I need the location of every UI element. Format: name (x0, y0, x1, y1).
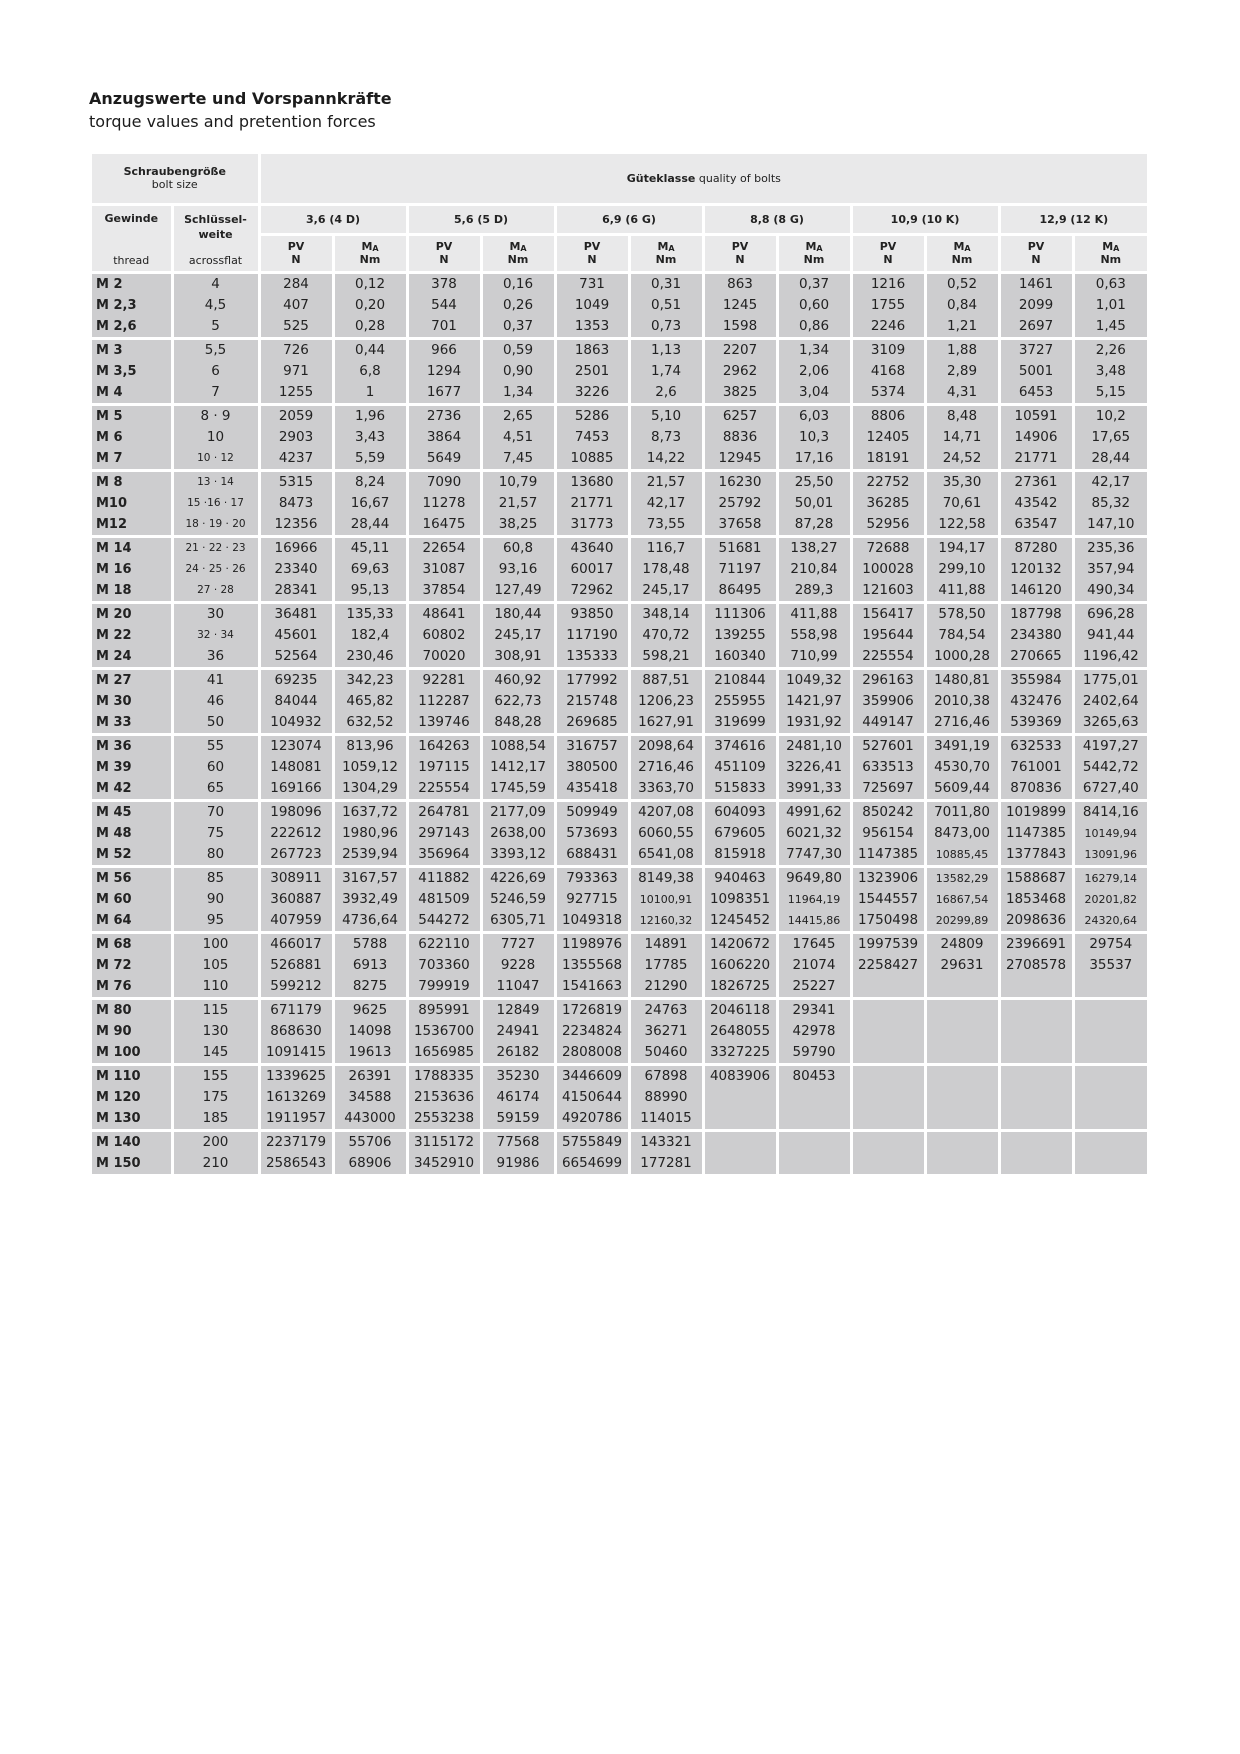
ma-cell: 135,33 182,4 230,46 (333, 602, 407, 668)
pv-cell: 632533 761001 870836 (999, 734, 1073, 800)
bolt-size-label-de: Schraubengröße (123, 165, 226, 179)
ma-cell: 8149,38 10100,91 12160,32 (629, 866, 703, 932)
ma-cell: 24763 36271 50460 (629, 998, 703, 1064)
ma-cell: 813,96 1059,12 1304,29 (333, 734, 407, 800)
pv-cell: 27361 43542 63547 (999, 470, 1073, 536)
class-header: 3,6 (4 D) (259, 204, 407, 234)
ma-cell: 42,17 85,32 147,10 (1073, 470, 1147, 536)
ma-cell: 80453 (777, 1064, 851, 1130)
table-row-group (92, 272, 1147, 338)
ma-cell: 180,44 245,17 308,91 (481, 602, 555, 668)
pv-cell: 16230 25792 37658 (703, 470, 777, 536)
table-row-group (92, 338, 1147, 404)
thread-cell: M 3 M 3,5 M 4 (92, 338, 172, 404)
ma-cell: 1,13 1,74 2,6 (629, 338, 703, 404)
ma-cell: 1480,81 2010,38 2716,46 (925, 668, 999, 734)
pv-cell: 940463 1098351 1245452 (703, 866, 777, 932)
bolt-size-label-en: bolt size (151, 178, 198, 192)
class-header: 8,8 (8 G) (703, 204, 851, 234)
pv-cell: 6257 8836 12945 (703, 404, 777, 470)
pv-cell: 210844 255955 319699 (703, 668, 777, 734)
ma-cell: 9649,80 11964,19 14415,86 (777, 866, 851, 932)
table-row-group (92, 668, 1147, 734)
ma-cell: 60,8 93,16 127,49 (481, 536, 555, 602)
ma-cell: 4226,69 5246,59 6305,71 (481, 866, 555, 932)
class-header: 6,9 (6 G) (555, 204, 703, 234)
table-row-group (92, 800, 1147, 866)
thread-cell: M 36 M 39 M 42 (92, 734, 172, 800)
pv-cell (999, 1064, 1073, 1130)
ma-cell: 1049,32 1421,97 1931,92 (777, 668, 851, 734)
ma-cell: 7011,80 8473,00 10885,45 (925, 800, 999, 866)
pv-cell: 7090 11278 16475 (407, 470, 481, 536)
pv-cell: 2237179 2586543 (259, 1130, 333, 1175)
pv-cell: 5755849 6654699 (555, 1130, 629, 1175)
across-flat-cell: 100 105 110 (172, 932, 259, 998)
ma-cell: 6,03 10,3 17,16 (777, 404, 851, 470)
ma-cell: 9625 14098 19613 (333, 998, 407, 1064)
across-flat-cell: 85 90 95 (172, 866, 259, 932)
table-row-group (92, 1130, 1147, 1175)
across-flat-cell: 115 130 145 (172, 998, 259, 1064)
across-flat-cell: 5,5 6 7 (172, 338, 259, 404)
pv-cell: 111306 139255 160340 (703, 602, 777, 668)
ma-header: MA Nm (629, 234, 703, 272)
table-row-group (92, 470, 1147, 536)
ma-cell: 29341 42978 59790 (777, 998, 851, 1064)
pv-cell: 22752 36285 52956 (851, 470, 925, 536)
across-flat-cell: 8 · 9 10 10 · 12 (172, 404, 259, 470)
ma-cell: 7727 9228 11047 (481, 932, 555, 998)
pv-cell: 731 1049 1353 (555, 272, 629, 338)
thread-label-de: Gewinde (104, 211, 159, 225)
ma-cell (777, 1130, 851, 1175)
pv-cell: 355984 432476 539369 (999, 668, 1073, 734)
pv-cell: 2736 3864 5649 (407, 404, 481, 470)
across-header (172, 204, 259, 272)
pv-cell: 1997539 2258427 (851, 932, 925, 998)
pv-cell: 22654 31087 37854 (407, 536, 481, 602)
pv-cell: 3727 5001 6453 (999, 338, 1073, 404)
pv-cell: 308911 360887 407959 (259, 866, 333, 932)
thread-cell: M 80 M 90 M 100 (92, 998, 172, 1064)
ma-cell: 24809 29631 (925, 932, 999, 998)
pv-cell: 51681 71197 86495 (703, 536, 777, 602)
pv-cell: 604093 679605 815918 (703, 800, 777, 866)
pv-cell: 378 544 701 (407, 272, 481, 338)
pv-cell: 177992 215748 269685 (555, 668, 629, 734)
pv-header: PV N (703, 234, 777, 272)
ma-cell: 8,48 14,71 24,52 (925, 404, 999, 470)
pv-cell: 1461 2099 2697 (999, 272, 1073, 338)
ma-cell: 4207,08 6060,55 6541,08 (629, 800, 703, 866)
ma-cell: 2481,10 3226,41 3991,33 (777, 734, 851, 800)
across-flat-cell: 70 75 80 (172, 800, 259, 866)
class-header: 12,9 (12 K) (999, 204, 1147, 234)
thread-cell: M 8 M10 M12 (92, 470, 172, 536)
pv-cell: 1788335 2153636 2553238 (407, 1064, 481, 1130)
pv-cell: 10591 14906 21771 (999, 404, 1073, 470)
pv-cell: 966 1294 1677 (407, 338, 481, 404)
ma-cell: 26391 34588 443000 (333, 1064, 407, 1130)
ma-cell (1073, 1064, 1147, 1130)
table-row-group (92, 866, 1147, 932)
ma-cell: 4197,27 5442,72 6727,40 (1073, 734, 1147, 800)
pv-cell: 527601 633513 725697 (851, 734, 925, 800)
pv-cell: 374616 451109 515833 (703, 734, 777, 800)
quality-label-de: Güteklasse (626, 171, 696, 185)
pv-cell: 92281 112287 139746 (407, 668, 481, 734)
pv-cell: 93850 117190 135333 (555, 602, 629, 668)
class-header: 10,9 (10 K) (851, 204, 999, 234)
pv-cell: 8806 12405 18191 (851, 404, 925, 470)
ma-cell: 8,24 16,67 28,44 (333, 470, 407, 536)
ma-cell: 1775,01 2402,64 3265,63 (1073, 668, 1147, 734)
across-flat-cell: 4 4,5 5 (172, 272, 259, 338)
table-row-group (92, 536, 1147, 602)
across-label-en: acrossflat (188, 253, 243, 267)
ma-cell: 1088,54 1412,17 1745,59 (481, 734, 555, 800)
class-header: 5,6 (5 D) (407, 204, 555, 234)
ma-cell: 55706 68906 (333, 1130, 407, 1175)
page-heading (89, 88, 392, 134)
ma-cell: 2177,09 2638,00 3393,12 (481, 800, 555, 866)
ma-cell: 3167,57 3932,49 4736,64 (333, 866, 407, 932)
ma-cell: 8414,16 10149,94 13091,96 (1073, 800, 1147, 866)
pv-cell: 198096 222612 267723 (259, 800, 333, 866)
across-flat-cell: 13 · 14 15 ·16 · 17 18 · 19 · 20 (172, 470, 259, 536)
ma-cell: 25,50 50,01 87,28 (777, 470, 851, 536)
ma-cell: 1,34 2,06 3,04 (777, 338, 851, 404)
ma-header: MA Nm (925, 234, 999, 272)
ma-header: MA Nm (481, 234, 555, 272)
pv-cell (851, 1064, 925, 1130)
thread-cell: M 2 M 2,3 M 2,6 (92, 272, 172, 338)
ma-cell: 77568 91986 (481, 1130, 555, 1175)
ma-cell: 1,96 3,43 5,59 (333, 404, 407, 470)
thread-cell: M 5 M 6 M 7 (92, 404, 172, 470)
ma-cell: 1,88 2,89 4,31 (925, 338, 999, 404)
ma-cell: 0,37 0,60 0,86 (777, 272, 851, 338)
pv-header: PV N (999, 234, 1073, 272)
ma-cell (1073, 998, 1147, 1064)
pv-cell: 850242 956154 1147385 (851, 800, 925, 866)
ma-cell (925, 1064, 999, 1130)
pv-cell: 1323906 1544557 1750498 (851, 866, 925, 932)
pv-cell: 48641 60802 70020 (407, 602, 481, 668)
ma-cell: 138,27 210,84 289,3 (777, 536, 851, 602)
pv-cell: 43640 60017 72962 (555, 536, 629, 602)
ma-cell: 0,31 0,51 0,73 (629, 272, 703, 338)
pv-cell: 316757 380500 435418 (555, 734, 629, 800)
ma-cell: 2098,64 2716,46 3363,70 (629, 734, 703, 800)
ma-cell: 35,30 70,61 122,58 (925, 470, 999, 536)
pv-cell: 1198976 1355568 1541663 (555, 932, 629, 998)
thread-cell: M 20 M 22 M 24 (92, 602, 172, 668)
ma-cell: 16279,14 20201,82 24320,64 (1073, 866, 1147, 932)
pv-header: PV N (407, 234, 481, 272)
pv-cell: 1863 2501 3226 (555, 338, 629, 404)
ma-header: MA Nm (777, 234, 851, 272)
pv-header: PV N (555, 234, 629, 272)
pv-cell: 164263 197115 225554 (407, 734, 481, 800)
pv-cell: 1726819 2234824 2808008 (555, 998, 629, 1064)
ma-cell: 2,26 3,48 5,15 (1073, 338, 1147, 404)
pv-cell: 726 971 1255 (259, 338, 333, 404)
page-subtitle: torque values and pretention forces (89, 112, 376, 131)
pv-cell (703, 1130, 777, 1175)
pv-cell: 2059 2903 4237 (259, 404, 333, 470)
ma-cell: 13582,29 16867,54 20299,89 (925, 866, 999, 932)
pv-header: PV N (851, 234, 925, 272)
thread-cell: M 45 M 48 M 52 (92, 800, 172, 866)
ma-cell: 0,63 1,01 1,45 (1073, 272, 1147, 338)
pv-cell (999, 1130, 1073, 1175)
ma-cell: 0,16 0,26 0,37 (481, 272, 555, 338)
ma-cell: 17645 21074 25227 (777, 932, 851, 998)
ma-header: MA Nm (1073, 234, 1147, 272)
pv-cell: 2046118 2648055 3327225 (703, 998, 777, 1064)
pv-cell: 36481 45601 52564 (259, 602, 333, 668)
pv-cell: 69235 84044 104932 (259, 668, 333, 734)
ma-cell: 194,17 299,10 411,88 (925, 536, 999, 602)
pv-cell: 13680 21771 31773 (555, 470, 629, 536)
pv-cell: 123074 148081 169166 (259, 734, 333, 800)
ma-cell: 235,36 357,94 490,34 (1073, 536, 1147, 602)
across-flat-cell: 55 60 65 (172, 734, 259, 800)
ma-cell: 5788 6913 8275 (333, 932, 407, 998)
pv-cell (999, 998, 1073, 1064)
pv-cell: 466017 526881 599212 (259, 932, 333, 998)
pv-cell: 863 1245 1598 (703, 272, 777, 338)
table-row-group (92, 602, 1147, 668)
thread-label-en: thread (113, 253, 150, 267)
thread-cell: M 27 M 30 M 33 (92, 668, 172, 734)
pv-cell: 509949 573693 688431 (555, 800, 629, 866)
thread-cell: M 140 M 150 (92, 1130, 172, 1175)
pv-cell: 87280 120132 146120 (999, 536, 1073, 602)
thread-header (92, 204, 172, 272)
across-flat-cell: 21 · 22 · 23 24 · 25 · 26 27 · 28 (172, 536, 259, 602)
across-flat-cell: 30 32 · 34 36 (172, 602, 259, 668)
ma-cell: 116,7 178,48 245,17 (629, 536, 703, 602)
pv-cell: 72688 100028 121603 (851, 536, 925, 602)
ma-cell: 696,28 941,44 1196,42 (1073, 602, 1147, 668)
ma-cell: 67898 88990 114015 (629, 1064, 703, 1130)
ma-cell: 887,51 1206,23 1627,91 (629, 668, 703, 734)
ma-cell: 143321 177281 (629, 1130, 703, 1175)
thread-cell: M 110 M 120 M 130 (92, 1064, 172, 1130)
ma-header: MA Nm (333, 234, 407, 272)
pv-cell: 2396691 2708578 (999, 932, 1073, 998)
quality-header (259, 154, 1147, 204)
pv-cell: 16966 23340 28341 (259, 536, 333, 602)
ma-cell: 342,23 465,82 632,52 (333, 668, 407, 734)
thread-cell: M 68 M 72 M 76 (92, 932, 172, 998)
table-row-group (92, 404, 1147, 470)
ma-cell: 5,10 8,73 14,22 (629, 404, 703, 470)
ma-cell: 411,88 558,98 710,99 (777, 602, 851, 668)
pv-cell: 284 407 525 (259, 272, 333, 338)
across-flat-cell: 155 175 185 (172, 1064, 259, 1130)
pv-cell: 264781 297143 356964 (407, 800, 481, 866)
ma-cell: 12849 24941 26182 (481, 998, 555, 1064)
pv-cell: 622110 703360 799919 (407, 932, 481, 998)
ma-cell: 1637,72 1980,96 2539,94 (333, 800, 407, 866)
ma-cell: 4991,62 6021,32 7747,30 (777, 800, 851, 866)
ma-cell: 2,65 4,51 7,45 (481, 404, 555, 470)
pv-cell: 4083906 (703, 1064, 777, 1130)
pv-cell: 156417 195644 225554 (851, 602, 925, 668)
torque-table (92, 154, 1147, 1177)
pv-header: PV N (259, 234, 333, 272)
ma-cell: 14891 17785 21290 (629, 932, 703, 998)
pv-cell: 5315 8473 12356 (259, 470, 333, 536)
pv-cell: 187798 234380 270665 (999, 602, 1073, 668)
across-flat-cell: 200 210 (172, 1130, 259, 1175)
table-row-group (92, 1064, 1147, 1130)
pv-cell (851, 1130, 925, 1175)
ma-cell: 0,44 6,8 1 (333, 338, 407, 404)
pv-cell: 3446609 4150644 4920786 (555, 1064, 629, 1130)
ma-cell: 35230 46174 59159 (481, 1064, 555, 1130)
thread-cell: M 14 M 16 M 18 (92, 536, 172, 602)
quality-label-en: quality of bolts (698, 171, 781, 185)
bolt-size-header (92, 154, 259, 204)
thread-cell: M 56 M 60 M 64 (92, 866, 172, 932)
pv-cell: 5286 7453 10885 (555, 404, 629, 470)
pv-cell: 1019899 1147385 1377843 (999, 800, 1073, 866)
pv-cell: 895991 1536700 1656985 (407, 998, 481, 1064)
ma-cell (925, 998, 999, 1064)
pv-cell: 1339625 1613269 1911957 (259, 1064, 333, 1130)
ma-cell: 0,59 0,90 1,34 (481, 338, 555, 404)
table-row-group (92, 734, 1147, 800)
table-row-group (92, 932, 1147, 998)
pv-cell: 411882 481509 544272 (407, 866, 481, 932)
pv-cell: 1420672 1606220 1826725 (703, 932, 777, 998)
ma-cell: 29754 35537 (1073, 932, 1147, 998)
ma-cell (925, 1130, 999, 1175)
pv-cell: 2207 2962 3825 (703, 338, 777, 404)
pv-cell: 296163 359906 449147 (851, 668, 925, 734)
ma-cell: 45,11 69,63 95,13 (333, 536, 407, 602)
ma-cell: 0,52 0,84 1,21 (925, 272, 999, 338)
pv-cell: 1588687 1853468 2098636 (999, 866, 1073, 932)
across-flat-cell: 41 46 50 (172, 668, 259, 734)
ma-cell: 10,79 21,57 38,25 (481, 470, 555, 536)
ma-cell: 348,14 470,72 598,21 (629, 602, 703, 668)
ma-cell: 578,50 784,54 1000,28 (925, 602, 999, 668)
pv-cell: 1216 1755 2246 (851, 272, 925, 338)
pv-cell: 3115172 3452910 (407, 1130, 481, 1175)
ma-cell: 3491,19 4530,70 5609,44 (925, 734, 999, 800)
page-title: Anzugswerte und Vorspannkräfte (89, 89, 392, 108)
pv-cell: 3109 4168 5374 (851, 338, 925, 404)
pv-cell: 671179 868630 1091415 (259, 998, 333, 1064)
ma-cell: 0,12 0,20 0,28 (333, 272, 407, 338)
pv-cell (851, 998, 925, 1064)
ma-cell (1073, 1130, 1147, 1175)
pv-cell: 793363 927715 1049318 (555, 866, 629, 932)
ma-cell: 10,2 17,65 28,44 (1073, 404, 1147, 470)
ma-cell: 460,92 622,73 848,28 (481, 668, 555, 734)
across-label-de: Schlüssel-weite (184, 212, 247, 241)
table-row-group (92, 998, 1147, 1064)
ma-cell: 21,57 42,17 73,55 (629, 470, 703, 536)
